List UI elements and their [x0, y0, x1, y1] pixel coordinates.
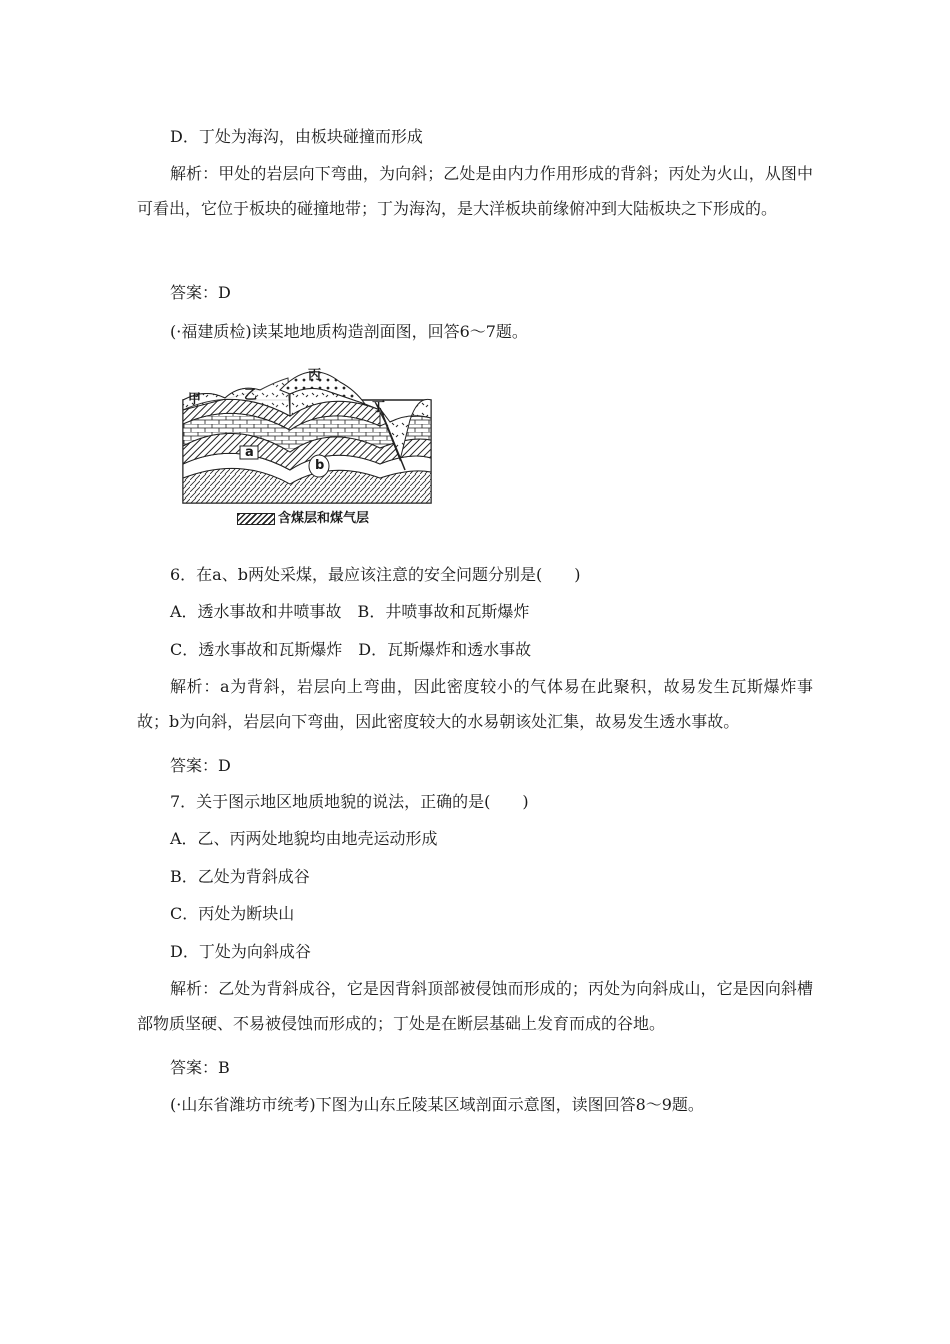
- label-b: b: [315, 458, 325, 473]
- figure-legend: [237, 511, 369, 527]
- coal-layer-swatch-icon: [237, 513, 275, 525]
- q7-option-d: D．丁处为向斜成谷: [170, 942, 311, 961]
- q7-option-a: A．乙、丙两处地貌均由地壳运动形成: [170, 829, 438, 848]
- q6-stem: 6．在a、b两处采煤，最应该注意的安全问题分别是( ): [170, 565, 581, 584]
- q5-analysis: 解析：甲处的岩层向下弯曲，为向斜；乙处是由内力作用形成的背斜；丙处为火山，从图中可看出，它位于板块的碰撞地带；丁为海沟，是大洋板块前缘俯冲到大陆板块之下形成的。: [137, 164, 813, 218]
- label-yi: 乙: [244, 388, 258, 403]
- q6-answer: 答案：D: [170, 756, 231, 775]
- label-jia: 甲: [188, 392, 202, 407]
- q7-analysis: 解析：乙处为背斜成谷，它是因背斜顶部被侵蚀而形成的；丙处为向斜成山，它是因向斜槽部物质坚硬、不易被侵蚀而形成的；丁处是在断层基础上发育而成的谷地。: [137, 979, 813, 1033]
- q6-options-cd: C．透水事故和瓦斯爆炸 D．瓦斯爆炸和透水事故: [170, 640, 532, 659]
- q5-answer: 答案：D: [170, 283, 231, 302]
- label-bing: 丙: [308, 368, 322, 383]
- q5-option-d: D．丁处为海沟，由板块碰撞而形成: [170, 127, 423, 146]
- q6-analysis: 解析：a为背斜，岩层向上弯曲，因此密度较小的气体易在此聚积，故易发生瓦斯爆炸事故；b为向斜，岩层向下弯曲，因此密度较大的水易朝该处汇集，故易发生透水事故。: [137, 677, 813, 731]
- label-a: a: [245, 445, 254, 460]
- intro-8-9: (·山东省潍坊市统考)下图为山东丘陵某区域剖面示意图，读图回答8～9题。: [170, 1095, 704, 1114]
- q7-option-b: B．乙处为背斜成谷: [170, 867, 310, 886]
- q7-option-c: C．丙处为断块山: [170, 904, 295, 923]
- intro-6-7: (·福建质检)读某地地质构造剖面图，回答6～7题。: [170, 322, 528, 341]
- q7-answer: 答案：B: [170, 1058, 230, 1077]
- legend-text: 含煤层和煤气层: [278, 511, 370, 526]
- q7-stem: 7．关于图示地区地质地貌的说法，正确的是( ): [170, 792, 529, 811]
- label-ding: 丁: [372, 400, 386, 415]
- q6-options-ab: A．透水事故和井喷事故 B．井喷事故和瓦斯爆炸: [170, 602, 530, 621]
- geologic-section-figure: [180, 360, 434, 530]
